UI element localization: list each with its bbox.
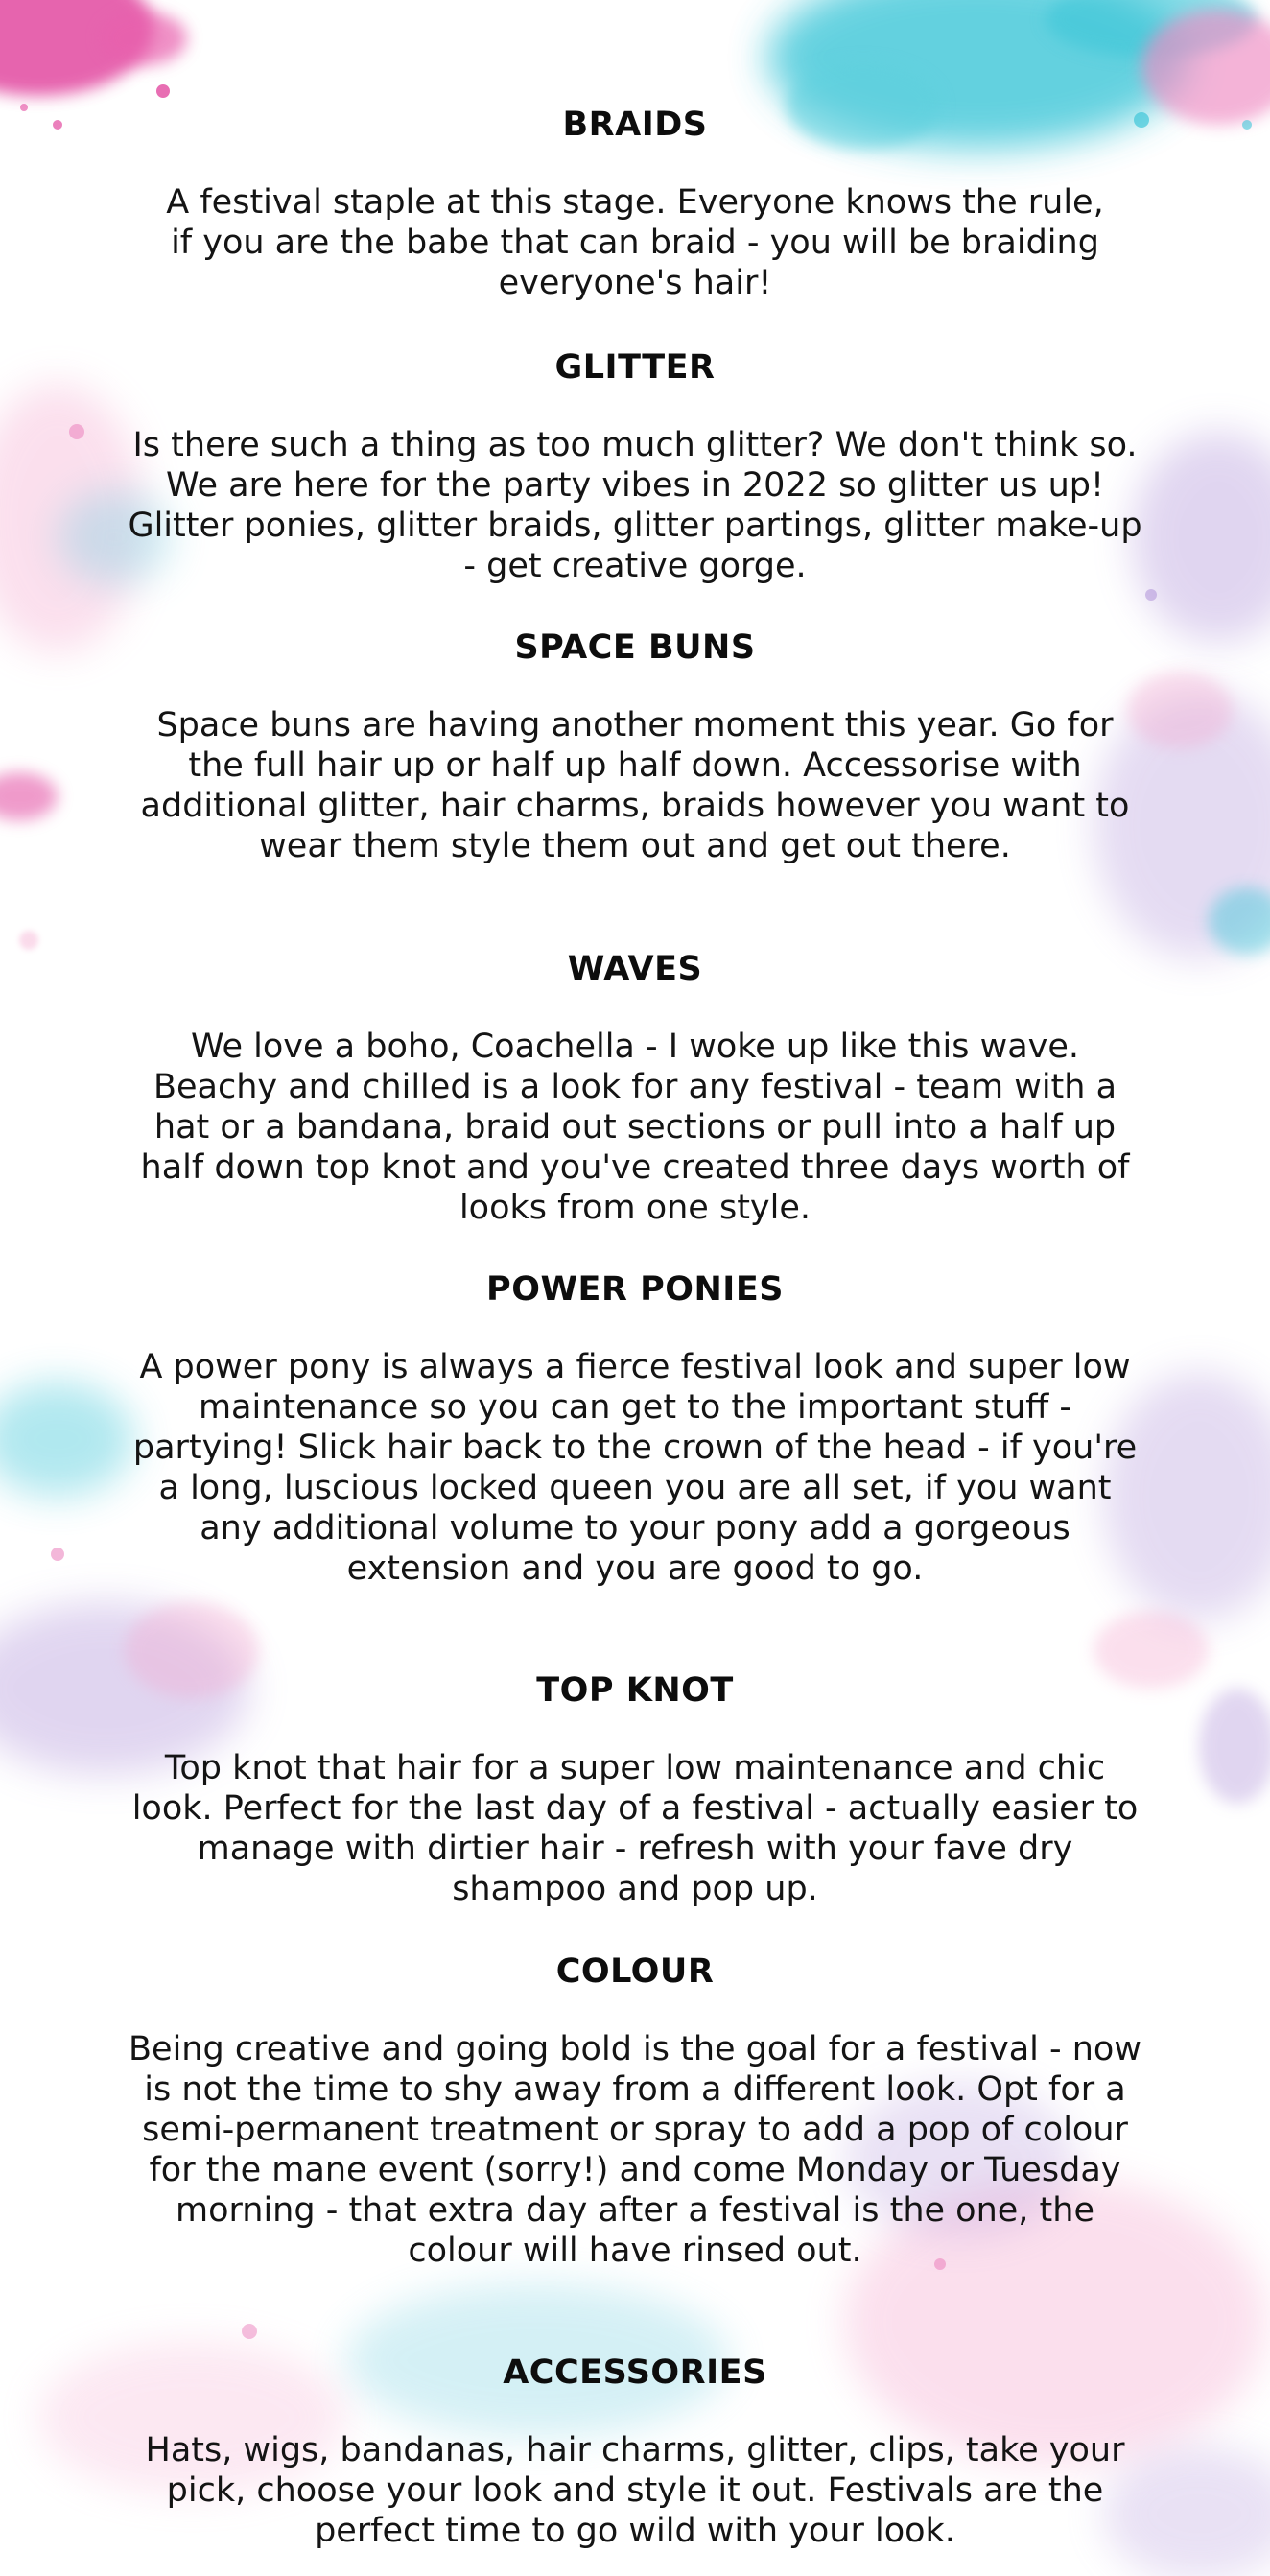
section-space-buns xyxy=(115,626,1155,866)
section-glitter xyxy=(115,346,1155,586)
section-heading: WAVES xyxy=(567,950,703,988)
section-heading: POWER PONIES xyxy=(486,1270,784,1309)
section-body: Hats, wigs, bandanas, hair charms, glitter, clips, take your pick, choose your look and style it out. Festivals are the perfect time to go wild with your look. xyxy=(145,2431,1125,2550)
section-braids xyxy=(115,104,1155,303)
section-body: Is there such a thing as too much glitter? We don't think so. We are here for the party vibes in 2022 so glitter us up! Glitter ponies, glitter braids, glitter partings, glitter make-up - get creative gorge. xyxy=(128,426,1142,585)
section-power-ponies xyxy=(115,1268,1155,1589)
section-body: A festival staple at this stage. Everyone knows the rule, if you are the babe that can braid - you will be braiding everyone's hair! xyxy=(166,183,1104,302)
section-accessories xyxy=(115,2351,1155,2551)
section-top-knot xyxy=(115,1669,1155,1909)
section-body: Being creative and going bold is the goal for a festival - now is not the time to shy away from a different look. Opt for a semi-permanent treatment or spray to add a pop of colour for the mane event (sorry!) and come Monday or Tuesday morning - that extra day after a festival is the one, the colour will have rinsed out. xyxy=(129,2030,1141,2270)
section-body: Top knot that hair for a super low maintenance and chic look. Perfect for the last day of a festival - actually easier to manage with dirtier hair - refresh with your fave dry shampoo and pop up. xyxy=(131,1749,1139,1908)
section-heading: BRAIDS xyxy=(562,106,708,144)
section-heading: TOP KNOT xyxy=(536,1671,734,1710)
section-colour xyxy=(115,1950,1155,2271)
section-waves xyxy=(115,948,1155,1228)
section-body: A power pony is always a fierce festival look and super low maintenance so you can get to the important stuff - partying! Slick hair back to the crown of the head - if you're a long, luscious locked queen you are all set, if you want any additional volume to your pony add a gorgeous extension and you are good to go. xyxy=(132,1348,1138,1588)
section-heading: COLOUR xyxy=(555,1952,715,1991)
section-heading: GLITTER xyxy=(554,348,716,387)
section-body: We love a boho, Coachella - I woke up like this wave. Beachy and chilled is a look for any festival - team with a hat or a bandana, braid out sections or pull into a half up half down top knot and you've created three days worth of looks from one style. xyxy=(140,1028,1130,1227)
section-heading: ACCESSORIES xyxy=(503,2353,767,2392)
section-body: Space buns are having another moment this year. Go for the full hair up or half up half down. Accessorise with additional glitter, hair charms, braids however you want to wear them style them out and get out there. xyxy=(140,706,1130,865)
section-heading: SPACE BUNS xyxy=(514,628,756,667)
